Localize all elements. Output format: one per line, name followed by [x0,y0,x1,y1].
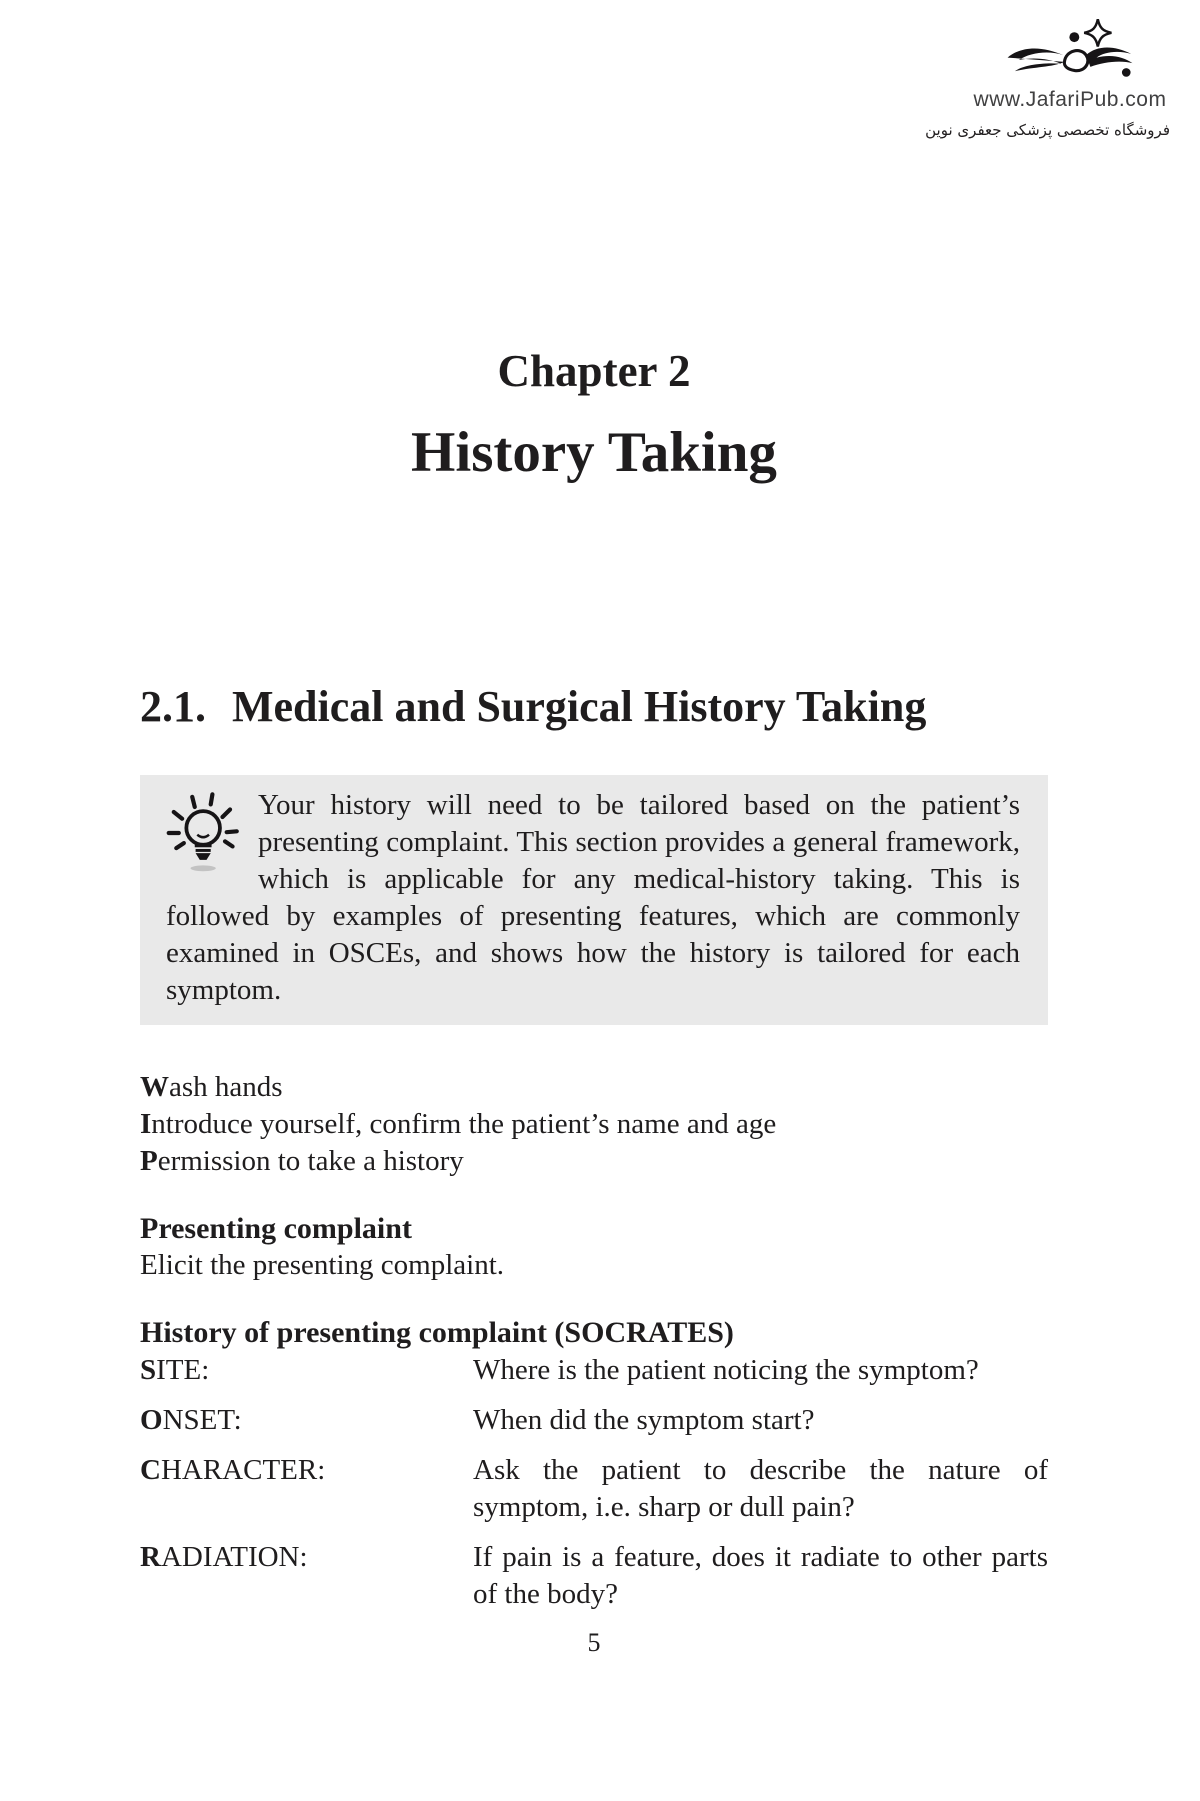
section-heading [140,682,1048,731]
socrates-row-site [140,1352,1048,1389]
socrates-label-text: ADIATION: [160,1541,308,1573]
presenting-complaint-heading: Presenting complaint [140,1212,412,1245]
chapter-title: History Taking [411,421,777,484]
socrates-description: If pain is a feature, does it radiate to other parts of the body? [473,1541,1048,1610]
logo-url-text: www.JafariPub.com [973,88,1167,111]
tip-box [140,775,1048,1025]
socrates-description: Ask the patient to describe the nature of symptom, i.e. sharp or dull pain? [473,1454,1048,1523]
section-number: 2.1. [140,682,206,731]
socrates-label-text: HARACTER: [160,1454,326,1486]
socrates-heading: History of presenting complaint (SOCRATES) [140,1316,734,1349]
section-title: Medical and Surgical History Taking [232,682,927,731]
checklist-initial: W [140,1071,169,1103]
checklist-item-permission [140,1143,1048,1180]
socrates-initial: S [140,1354,157,1386]
socrates-label [140,1452,473,1526]
page-number: 5 [587,1628,601,1657]
socrates-section [140,1314,1048,1613]
socrates-label [140,1352,473,1389]
presenting-complaint-body: Elicit the presenting complaint. [140,1249,505,1281]
socrates-label [140,1539,473,1613]
checklist-initial: I [140,1108,152,1140]
socrates-description: When did the symptom start? [473,1404,815,1436]
checklist-text: ntroduce yourself, confirm the patient’s name and age [151,1108,777,1140]
presenting-complaint-section [140,1210,1048,1284]
socrates-description: Where is the patient noticing the symptom? [473,1354,979,1386]
socrates-label-text: ITE: [156,1354,210,1386]
checklist-text: ermission to take a history [157,1145,464,1177]
socrates-label [140,1402,473,1439]
logo-persian-text: فروشگاه تخصصی پزشکی جعفری نوین [925,121,1170,139]
socrates-initial: O [140,1404,163,1436]
jafaripub-calligraphy-icon [995,18,1145,86]
chapter-label: Chapter 2 [497,346,691,396]
socrates-rows [140,1352,1048,1613]
socrates-initial: C [140,1454,161,1486]
checklist-item-wash-hands [140,1069,1048,1106]
socrates-row-radiation [140,1539,1048,1613]
checklist-initial: P [140,1145,158,1177]
tip-text: Your history will need to be tailored based on the patient’s presenting complaint. This section provides a general framework, which is applicable for any medical-history taking. This is followed by examples of presenting features, which are commonly examined in OSCEs, and shows how the history is tailored for each symptom. [166,789,1020,1006]
socrates-label-text: NSET: [162,1404,242,1436]
wip-checklist [140,1069,1048,1180]
socrates-row-onset [140,1402,1048,1439]
checklist-item-introduce [140,1106,1048,1143]
socrates-initial: R [140,1541,161,1573]
lightbulb-icon [166,791,242,875]
checklist-text: ash hands [169,1071,283,1103]
socrates-row-character [140,1452,1048,1526]
jafaripub-logo [925,18,1170,139]
